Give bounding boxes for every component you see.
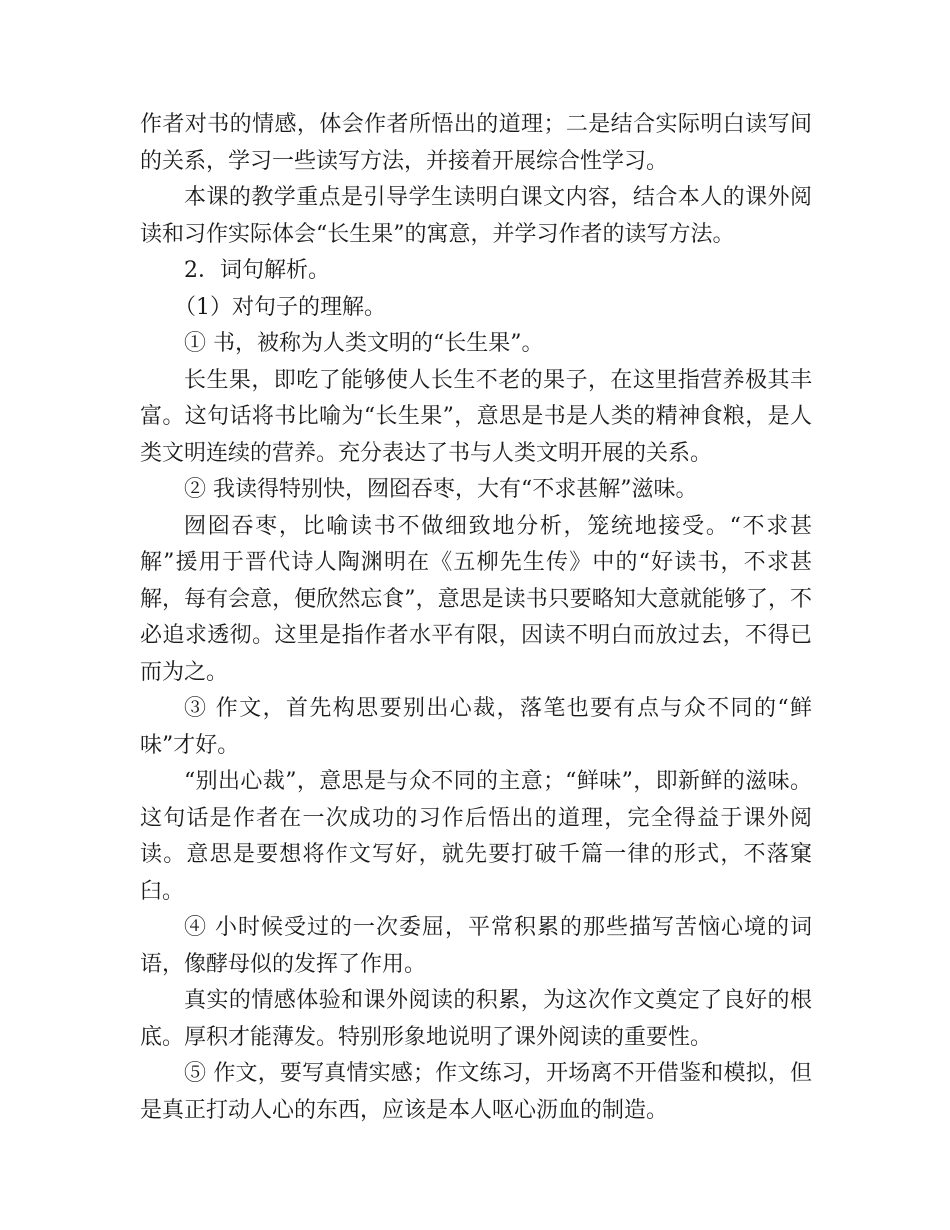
sentence-explanation-1: 长生果，即吃了能够使人长生不老的果子，在这里指营养极其丰富。这句话将书比喻为“长生果”，意思是书是人类的精神食粮，是人类文明连续的营养。充分表达了书与人类文明开展的关系。	[140, 367, 812, 466]
section-heading-word-analysis: 2．词句解析。	[184, 258, 330, 283]
sentence-explanation-3: “别出心裁”，意思是与众不同的主意；“鲜味”，即新鲜的滋味。这句话是作者在一次成功的习作后悟出的道理，完全得益于课外阅读。意思是要想将作文写好，就先要打破千篇一律的形式，不落窠臼。	[140, 769, 812, 904]
sentence-explanation-4: 真实的情感体验和课外阅读的积累，为这次作文奠定了良好的根底。厚积才能薄发。特别形象地说明了课外阅读的重要性。	[140, 988, 812, 1050]
sentence-item-4: ④ 小时候受过的一次委屈，平常积累的那些描写苦恼心境的词语，像酵母似的发挥了作用。	[140, 915, 812, 977]
sentence-item-1: ① 书，被称为人类文明的“长生果”。	[184, 331, 544, 356]
paragraph-teaching-focus: 本课的教学重点是引导学生读明白课文内容，结合本人的课外阅读和习作实际体会“长生果”的寓意，并学习作者的读写方法。	[140, 185, 812, 247]
document-body	[140, 107, 812, 1129]
paragraph-continuation: 作者对书的情感，体会作者所悟出的道理；二是结合实际明白读写间的关系，学习一些读写方法，并接着开展综合性学习。	[140, 112, 812, 174]
sentence-item-5: ⑤ 作文，要写真情实感；作文练习，开场离不开借鉴和模拟，但是真正打动人心的东西，应该是本人呕心沥血的制造。	[140, 1061, 812, 1123]
sentence-item-2: ② 我读得特别快，囫囵吞枣，大有“不求甚解”滋味。	[184, 477, 698, 502]
sentence-explanation-2: 囫囵吞枣，比喻读书不做细致地分析，笼统地接受。“不求甚解”援用于晋代诗人陶渊明在《五柳先生传》中的“好读书，不求甚解，每有会意，便欣然忘食”，意思是读书只要略知大意就能够了，不必追求透彻。这里是指作者水平有限，因读不明白而放过去，不得已而为之。	[140, 513, 812, 685]
sentence-item-3: ③ 作文，首先构思要别出心裁，落笔也要有点与众不同的“鲜味”才好。	[140, 696, 812, 758]
subsection-heading-sentence-understanding: （1）对句子的理解。	[174, 294, 386, 320]
